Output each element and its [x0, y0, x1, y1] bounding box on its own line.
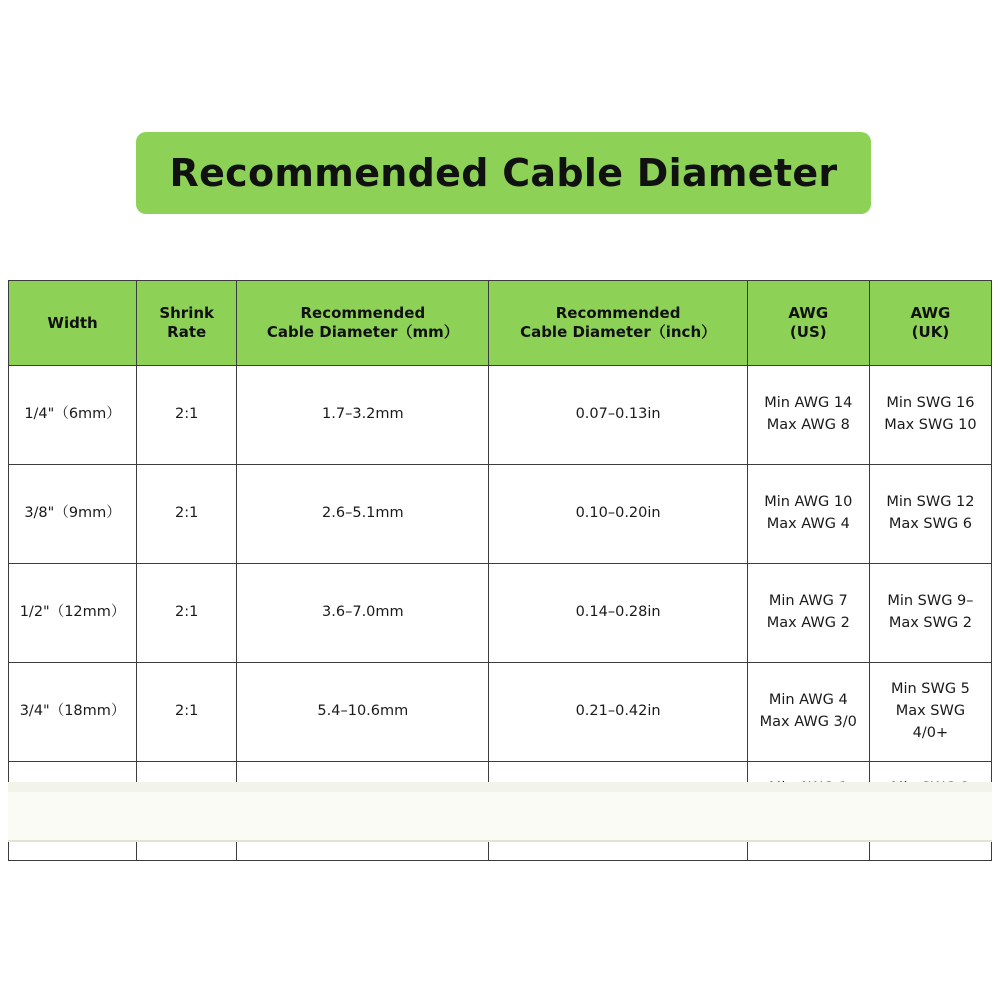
column-header-diameter-mm — [237, 281, 489, 366]
table-row — [9, 366, 992, 465]
bottom-strip-highlight — [8, 782, 992, 792]
cell-shrink-rate: 2:1 — [137, 564, 237, 663]
cell-awg-uk — [869, 465, 991, 564]
cell-awg-uk-line3: 4/0+ — [912, 724, 949, 741]
cell-awg-uk-line2: Max SWG 2 — [888, 615, 973, 631]
column-header-awg-us-line2: (US) — [789, 323, 827, 341]
table-header — [9, 281, 992, 366]
cell-awg-us-line1: Min AWG 7 — [768, 593, 848, 610]
column-header-width-line1: Width — [47, 313, 98, 332]
spec-table-container — [8, 280, 992, 861]
table-row — [9, 465, 992, 564]
cell-awg-uk-line2: Max SWG — [895, 703, 966, 720]
cell-awg-uk — [869, 366, 991, 465]
column-header-diameter-inch-line1: Recommended — [555, 304, 681, 323]
column-header-diameter-mm-line1: Recommended — [300, 304, 426, 323]
cable-diameter-table — [8, 280, 992, 861]
cell-awg-uk-line2: Max SWG 10 — [884, 417, 977, 433]
cell-shrink-rate: 2:1 — [137, 465, 237, 564]
cell-awg-uk-line1: Min SWG 16 — [886, 395, 975, 412]
cell-shrink-rate: 2:1 — [137, 366, 237, 465]
cell-diameter-inch: 0.07–0.13in — [489, 366, 747, 465]
cell-diameter-mm: 5.4–10.6mm — [237, 663, 489, 762]
column-header-awg-us — [747, 281, 869, 366]
cell-awg-uk-line1: Min SWG 5 — [890, 681, 970, 698]
column-header-shrink-rate-line2: Rate — [167, 323, 207, 341]
table-row — [9, 663, 992, 762]
cell-awg-us — [747, 366, 869, 465]
column-header-shrink-rate — [137, 281, 237, 366]
cell-shrink-rate: 2:1 — [137, 663, 237, 762]
cell-awg-uk — [869, 564, 991, 663]
column-header-diameter-inch — [489, 281, 747, 366]
cell-awg-us — [747, 663, 869, 762]
cell-width: 3/4"（18mm） — [9, 663, 137, 762]
cell-diameter-mm: 2.6–5.1mm — [237, 465, 489, 564]
cell-awg-us — [747, 465, 869, 564]
column-header-shrink-rate-line1: Shrink — [159, 304, 215, 323]
cell-awg-us — [747, 564, 869, 663]
column-header-diameter-inch-line2: Cable Diameter（inch） — [520, 323, 717, 341]
cell-awg-us-line1: Min AWG 10 — [764, 494, 853, 511]
cell-awg-uk-line2: Max SWG 6 — [888, 516, 973, 532]
cell-awg-uk-line1: Min SWG 12 — [886, 494, 975, 511]
column-header-diameter-mm-line2: Cable Diameter（mm） — [266, 323, 459, 341]
cell-awg-us-line2: Max AWG 4 — [766, 516, 850, 532]
column-header-awg-uk — [869, 281, 991, 366]
cell-width: 1/4"（6mm） — [9, 366, 137, 465]
cell-diameter-inch: 0.21–0.42in — [489, 663, 747, 762]
cell-awg-us-line1: Min AWG 4 — [768, 692, 848, 709]
cell-width: 1/2"（12mm） — [9, 564, 137, 663]
title-banner — [136, 132, 871, 214]
page-title: Recommended Cable Diameter — [169, 151, 838, 195]
cell-awg-us-line2: Max AWG 2 — [766, 615, 850, 631]
column-header-awg-us-line1: AWG — [788, 304, 829, 323]
column-header-width — [9, 281, 137, 366]
cell-awg-uk — [869, 663, 991, 762]
column-header-awg-uk-line1: AWG — [910, 304, 951, 323]
bottom-strip — [8, 782, 992, 842]
cell-awg-us-line2: Max AWG 8 — [766, 417, 850, 433]
cell-awg-uk-line1: Min SWG 9– — [887, 593, 974, 610]
cell-awg-us-line1: Min AWG 14 — [764, 395, 853, 412]
column-header-awg-uk-line2: (UK) — [911, 323, 950, 341]
cell-diameter-mm: 3.6–7.0mm — [237, 564, 489, 663]
table-header-row — [9, 281, 992, 366]
cell-awg-us-line2: Max AWG 3/0 — [759, 714, 857, 730]
table-row — [9, 564, 992, 663]
cell-diameter-inch: 0.10–0.20in — [489, 465, 747, 564]
cell-width: 3/8"（9mm） — [9, 465, 137, 564]
cell-diameter-mm: 1.7–3.2mm — [237, 366, 489, 465]
cell-diameter-inch: 0.14–0.28in — [489, 564, 747, 663]
